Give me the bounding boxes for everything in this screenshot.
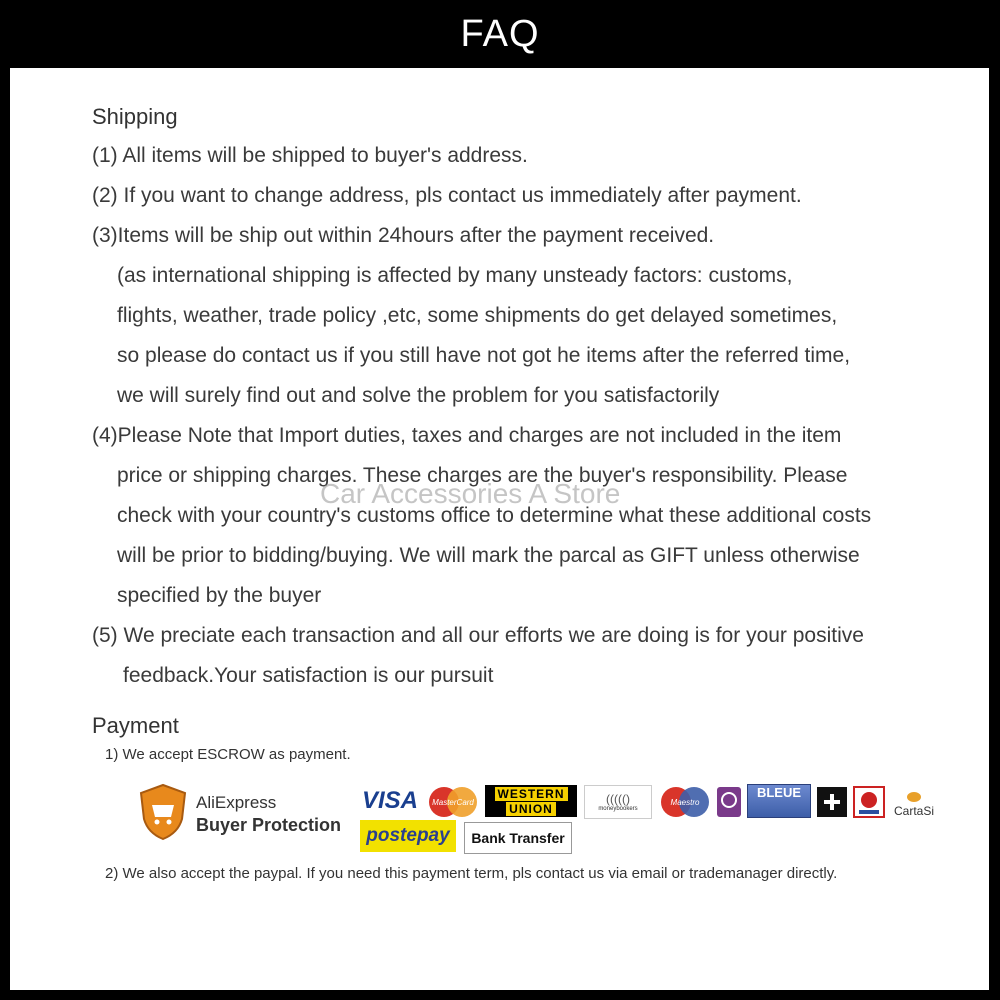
western-label: WESTERN <box>495 787 568 801</box>
shipping-line-8: (4)Please Note that Import duties, taxes and charges are not included in the item <box>92 424 842 447</box>
shipping-line-13: (5) We preciate each transaction and all our efforts we are doing is for your positive <box>92 624 864 647</box>
payment-note-paypal: 2) We also accept the paypal. If you need this payment term, pls contact us via email or trademanager directly. <box>105 865 838 882</box>
shipping-line-5: flights, weather, trade policy ,etc, some shipments do get delayed sometimes, <box>117 304 838 327</box>
carte-bleue-logo: BLEUE <box>747 784 811 818</box>
maestro-label: Maestro <box>670 798 700 807</box>
visa-logo: VISA <box>361 787 418 814</box>
mastercard-logo <box>426 786 480 818</box>
payment-heading: Payment <box>92 713 179 738</box>
cartasi-emblem-icon <box>907 792 921 802</box>
aliexpress-buyer-protection <box>196 792 341 836</box>
cartasi-logo <box>890 784 938 818</box>
shipping-line-6: so please do contact us if you still have not got he items after the referred time, <box>117 344 851 367</box>
card-brand-icon <box>716 786 742 818</box>
shield-icon <box>138 783 188 841</box>
shipping-line-3: (3)Items will be ship out within 24hours after the payment received. <box>92 224 715 247</box>
union-label: UNION <box>506 802 556 816</box>
aliexpress-label: AliExpress <box>196 793 277 812</box>
cartasi-label: CartaSi <box>893 804 934 818</box>
shipping-line-9: price or shipping charges. These charges are the buyer's responsibility. Please <box>117 464 848 487</box>
moneybookers-label: moneybookers <box>598 806 638 812</box>
payment-note-escrow: 1) We accept ESCROW as payment. <box>105 746 351 763</box>
shipping-line-12: specified by the buyer <box>117 584 322 607</box>
store-watermark: Car Accessories A Store <box>320 478 621 509</box>
moneybookers-logo <box>584 785 652 819</box>
page-header <box>0 0 1000 68</box>
shipping-line-2: (2) If you want to change address, pls contact us immediately after payment. <box>92 184 802 207</box>
western-union-logo <box>485 785 577 817</box>
shipping-line-10: check with your country's customs office to determine what these additional costs <box>117 504 872 527</box>
moneybookers-waves-icon: ((((() <box>606 792 630 806</box>
shipping-line-14: feedback.Your satisfaction is our pursuit <box>123 664 494 687</box>
shipping-heading: Shipping <box>92 104 178 129</box>
buyer-protection-label: Buyer Protection <box>196 815 342 835</box>
shipping-line-11: will be prior to bidding/buying. We will mark the parcal as GIFT unless otherwise <box>117 544 860 567</box>
shipping-line-4: (as international shipping is affected by many unsteady factors: customs, <box>117 264 793 287</box>
card-network-icon <box>853 786 885 818</box>
postepay-logo: postepay <box>360 820 456 852</box>
pagobancomat-icon <box>816 786 848 818</box>
shipping-line-7: we will surely find out and solve the problem for you satisfactorily <box>117 384 720 407</box>
mastercard-label: MasterCard <box>432 798 474 807</box>
maestro-logo <box>658 786 712 818</box>
bank-transfer-logo: Bank Transfer <box>464 822 572 854</box>
page-title: FAQ <box>460 12 540 55</box>
faq-panel <box>10 68 989 990</box>
shipping-line-1: (1) All items will be shipped to buyer's address. <box>92 144 528 167</box>
